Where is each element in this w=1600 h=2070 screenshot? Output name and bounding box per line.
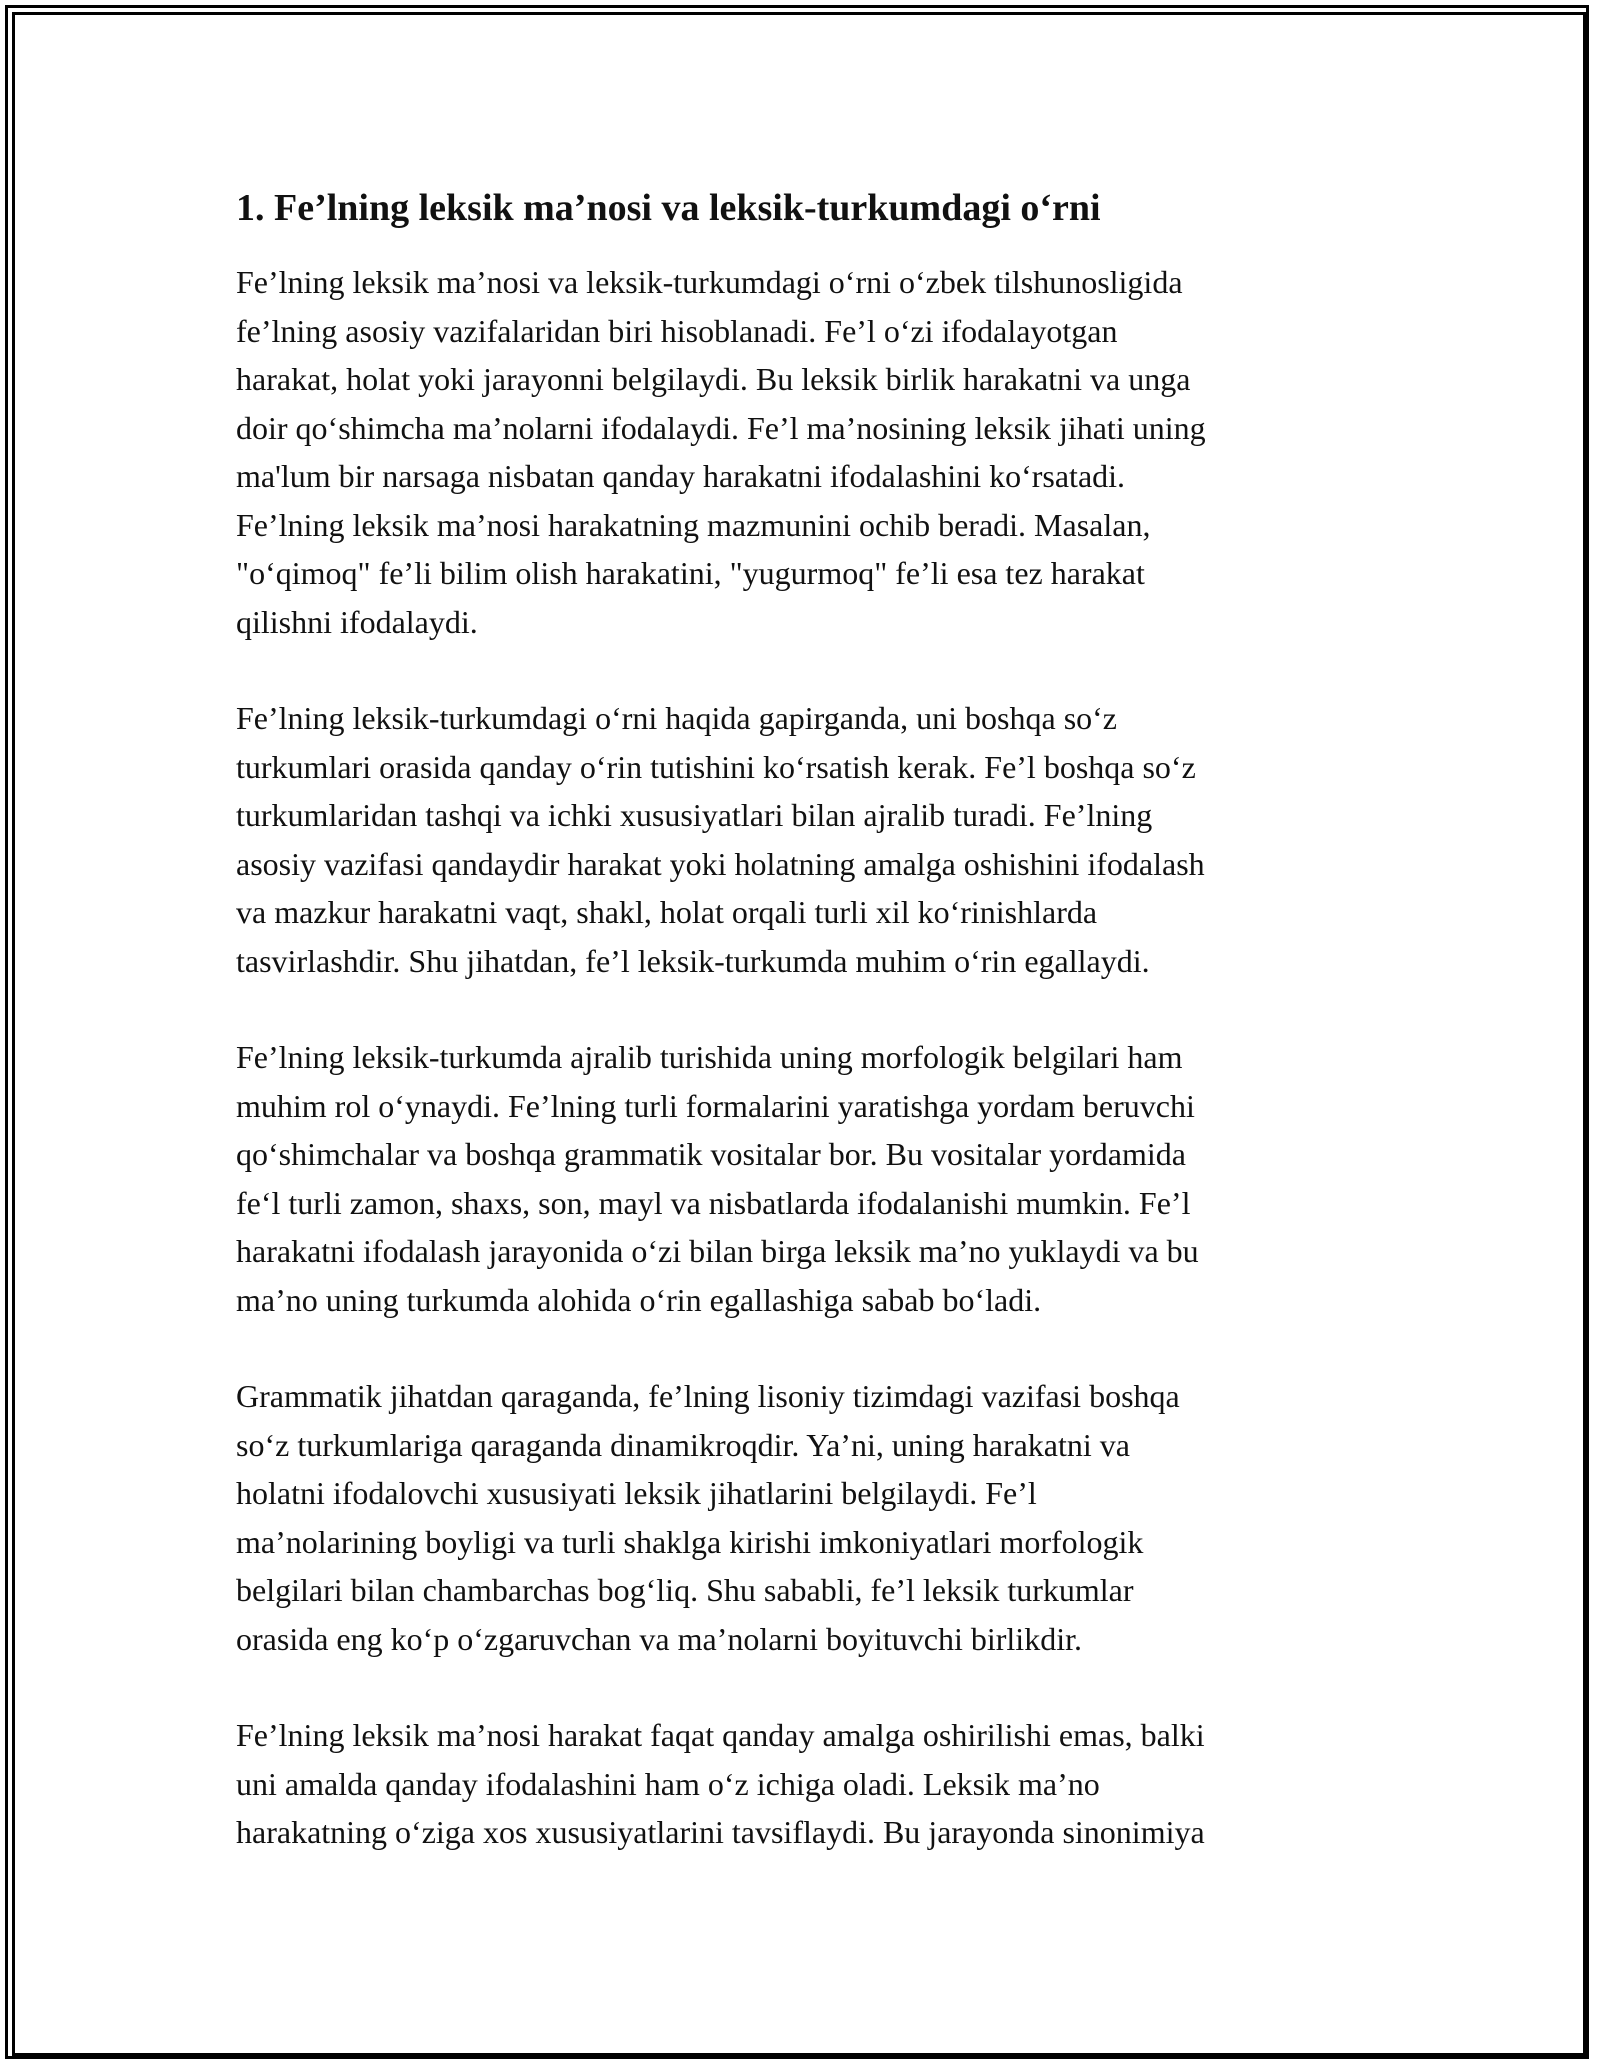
- text-line: ma’nolarining boyligi va turli shaklga kirishi imkoniyatlari morfologik: [236, 1523, 1144, 1560]
- section-heading: 1. Fe’lning leksik ma’nosi va leksik-turkumdagi o‘rni: [236, 187, 1101, 229]
- paragraph-4: [236, 1372, 1356, 1663]
- text-line: so‘z turkumlariga qaraganda dinamikroqdir. Ya’ni, uning harakatni va: [236, 1426, 1130, 1463]
- text-line: muhim rol o‘ynaydi. Fe’lning turli formalarini yaratishga yordam beruvchi: [236, 1087, 1195, 1124]
- text-line: fe’lning asosiy vazifalaridan biri hisoblanadi. Fe’l o‘zi ifodalayotgan: [236, 312, 1118, 349]
- text-line: tasvirlashdir. Shu jihatdan, fe’l leksik-turkumda muhim o‘rin egallaydi.: [236, 942, 1150, 979]
- text-line: Fe’lning leksik-turkumda ajralib turishida uning morfologik belgilari ham: [236, 1039, 1183, 1075]
- text-line: Fe’lning leksik-turkumdagi o‘rni haqida gapirganda, uni boshqa so‘z: [236, 700, 1117, 736]
- paragraph-2: [236, 694, 1356, 985]
- text-line: harakatning o‘ziga xos xususiyatlarini tavsiflaydi. Bu jarayonda sinonimiya: [236, 1814, 1205, 1850]
- paragraph-1: [236, 258, 1356, 646]
- text-line: Fe’lning leksik ma’nosi va leksik-turkumdagi o‘rni o‘zbek tilshunosligida: [236, 264, 1183, 300]
- text-line: belgilari bilan chambarchas bog‘liq. Shu sababli, fe’l leksik turkumlar: [236, 1572, 1134, 1608]
- text-line: "o‘qimoq" fe’li bilim olish harakatini, "yugurmoq" fe’li esa tez harakat: [236, 555, 1145, 591]
- text-line: qilishni ifodalaydi.: [236, 603, 478, 640]
- text-line: uni amalda qanday ifodalashini ham o‘z ichiga oladi. Leksik ma’no: [236, 1765, 1100, 1802]
- text-line: va mazkur harakatni vaqt, shakl, holat orqali turli xil ko‘rinishlarda: [236, 894, 1098, 930]
- text-line: ma'lum bir narsaga nisbatan qanday harakatni ifodalashini ko‘rsatadi.: [236, 458, 1126, 494]
- text-line: ma’no uning turkumda alohida o‘rin egallashiga sabab bo‘ladi.: [236, 1281, 1042, 1318]
- text-line: Fe’lning leksik ma’nosi harakatning mazmunini ochib beradi. Masalan,: [236, 506, 1151, 543]
- text-line: Fe’lning leksik ma’nosi harakat faqat qanday amalga oshirilishi emas, balki: [236, 1717, 1205, 1753]
- paragraph-5: [236, 1711, 1356, 1857]
- paragraph-3: [236, 1033, 1356, 1324]
- text-line: turkumlari orasida qanday o‘rin tutishini ko‘rsatish kerak. Fe’l boshqa so‘z: [236, 748, 1196, 785]
- text-line: doir qo‘shimcha ma’nolarni ifodalaydi. Fe’l ma’nosining leksik jihati uning: [236, 409, 1206, 446]
- text-line: qo‘shimchalar va boshqa grammatik vositalar bor. Bu vositalar yordamida: [236, 1136, 1186, 1172]
- text-line: turkumlaridan tashqi va ichki xususiyatlari bilan ajralib turadi. Fe’lning: [236, 797, 1153, 833]
- text-line: asosiy vazifasi qandaydir harakat yoki holatning amalga oshishini ifodalash: [236, 845, 1205, 882]
- text-line: harakatni ifodalash jarayonida o‘zi bilan birga leksik ma’no yuklaydi va bu: [236, 1233, 1199, 1269]
- text-line: fe‘l turli zamon, shaxs, son, mayl va nisbatlarda ifodalanishi mumkin. Fe’l: [236, 1184, 1191, 1221]
- text-line: holatni ifodalovchi xususiyati leksik jihatlarini belgilaydi. Fe’l: [236, 1475, 1037, 1511]
- document-page: [236, 184, 1356, 1905]
- text-line: harakat, holat yoki jarayonni belgilaydi. Bu leksik birlik harakatni va unga: [236, 361, 1191, 397]
- text-line: orasida eng ko‘p o‘zgaruvchan va ma’nolarni boyituvchi birlikdir.: [236, 1620, 1082, 1657]
- text-line: Grammatik jihatdan qaraganda, fe’lning lisoniy tizimdagi vazifasi boshqa: [236, 1378, 1180, 1414]
